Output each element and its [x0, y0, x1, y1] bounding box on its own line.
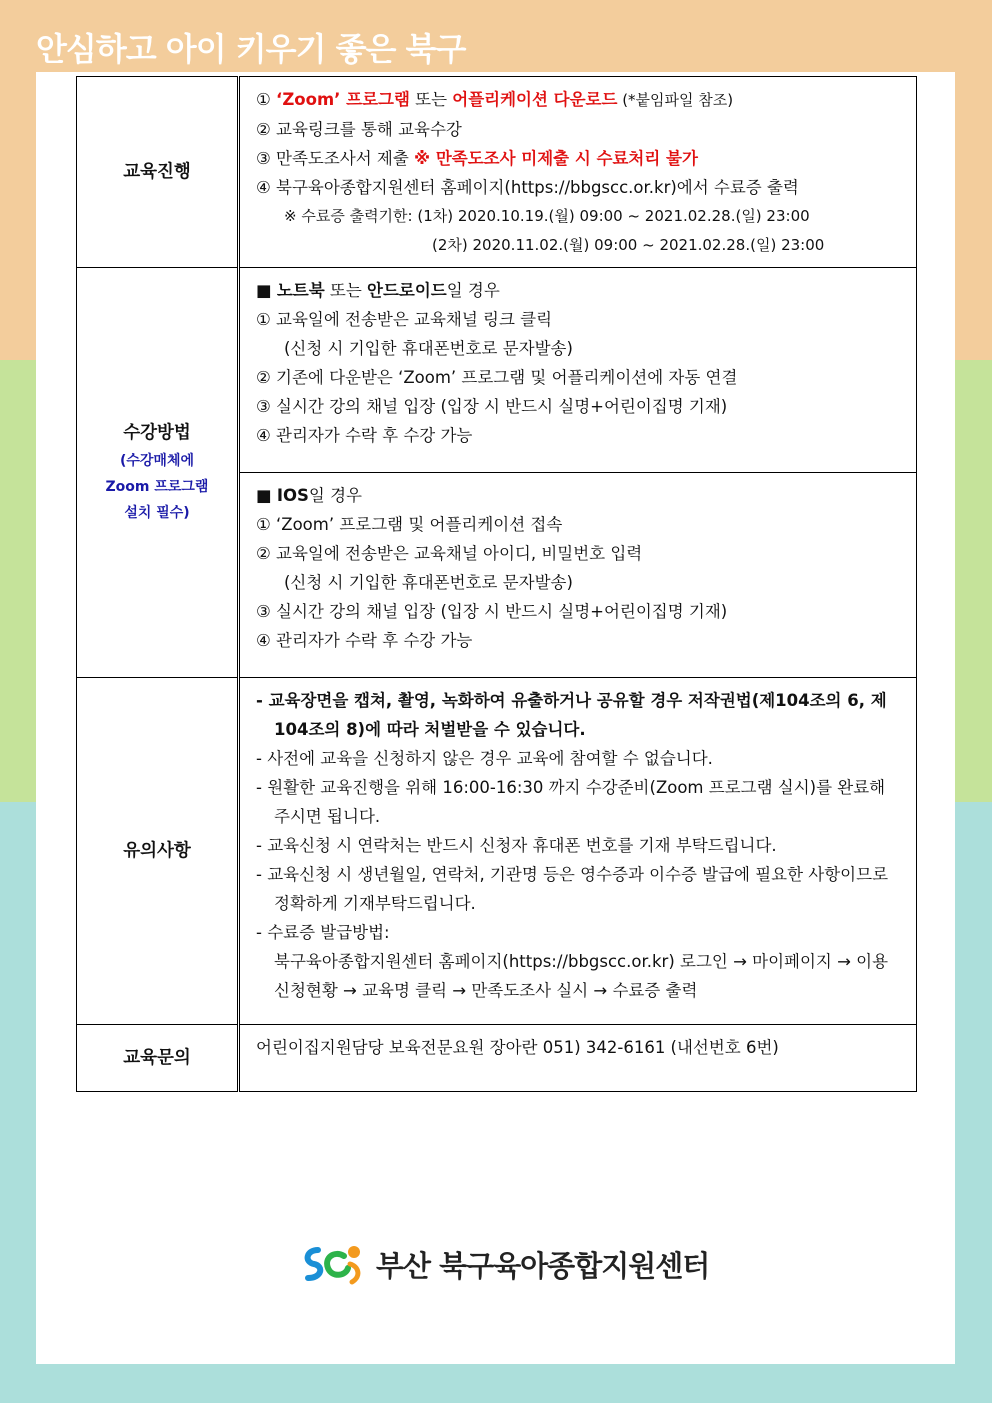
ios-step-2: ② 교육일에 전송받은 교육채널 아이디, 비밀번호 입력: [256, 544, 643, 563]
document-sheet: [36, 72, 955, 1364]
info-table: [76, 76, 917, 1092]
android-step-2: ② 기존에 다운받은 ‘Zoom’ 프로그램 및 어플리케이션에 자동 연결: [256, 368, 738, 387]
or-text: 또는: [324, 281, 368, 300]
progress-step-2: ② 교육링크를 통해 교육수강: [256, 120, 462, 139]
note-certificate: - 수료증 발급방법:: [256, 923, 390, 942]
table-row-notes: [77, 678, 917, 1025]
case-text: 일 경우: [308, 486, 362, 505]
note-registration: - 사전에 교육을 신청하지 않은 경우 교육에 참여할 수 없습니다.: [256, 749, 713, 768]
note-copyright: - 교육장면을 캡쳐, 촬영, 녹화하여 유출하거나 공유할 경우 저작권법(제104조의 6, 제104조의 8)에 따라 처벌받을 수 있습니다.: [256, 691, 887, 739]
note-certificate-steps: 북구육아종합지원센터 홈페이지(https://bbgscc.or.kr) 로그인 → 마이페이지 → 이용신청현황 → 교육명 클릭 → 만족도조사 실시 → 수료증 출력: [274, 952, 889, 1000]
label-notes: 유의사항: [77, 678, 239, 1025]
android-step-4: ④ 관리자가 수락 후 수강 가능: [256, 426, 473, 445]
table-row-contact: [77, 1025, 917, 1092]
ios-content: [239, 473, 917, 678]
label-contact: 교육문의: [77, 1025, 239, 1092]
ios-text: IOS: [276, 486, 309, 505]
note-personal-info: - 교육신청 시 생년월일, 연락처, 기관명 등은 영수증과 이수증 발급에 필요한 사항이므로 정확하게 기재부탁드립니다.: [256, 865, 889, 913]
contact-content: 어린이집지원담당 보육전문요원 장아란 051) 342-6161 (내선번호 6번): [239, 1025, 917, 1092]
ios-heading: [256, 481, 902, 510]
progress-content: [239, 77, 917, 268]
ios-step-2-note: (신청 시 기입한 휴대폰번호로 문자발송): [284, 573, 573, 592]
method-sub-1: (수강매체에: [119, 453, 195, 469]
android-text: 안드로이드: [367, 281, 447, 300]
app-download-text: 어플리케이션 다운로드: [452, 90, 618, 109]
ios-step-1: ① ‘Zoom’ 프로그램 및 어플리케이션 접속: [256, 515, 563, 534]
step-number: ①: [256, 90, 271, 109]
table-row-progress: [77, 77, 917, 268]
square-bullet: ■: [256, 486, 277, 505]
notes-content: [239, 678, 917, 1025]
center-name: 부산 북구육아종합지원센터: [376, 1248, 710, 1283]
note-preparation: - 원활한 교육진행을 위해 16:00-16:30 까지 수강준비(Zoom 프로그램 실시)를 완료해 주시면 됩니다.: [256, 778, 886, 826]
zoom-program-text: ‘Zoom’ 프로그램: [276, 90, 410, 109]
method-sub-2: Zoom 프로그램: [105, 479, 209, 495]
square-bullet: ■: [256, 281, 277, 300]
android-step-1-note: (신청 시 기입한 휴대폰번호로 문자발송): [284, 339, 573, 358]
method-sub-3: 설치 필수): [124, 505, 190, 521]
note-phone: - 교육신청 시 연락처는 반드시 신청자 휴대폰 번호를 기재 부탁드립니다.: [256, 836, 777, 855]
progress-step-4: ④ 북구육아종합지원센터 홈페이지(https://bbgscc.or.kr)에서 수료증 출력: [256, 178, 799, 197]
android-heading: [256, 276, 902, 305]
ios-step-4: ④ 관리자가 수락 후 수강 가능: [256, 631, 473, 650]
method-label-text: 수강방법: [123, 423, 191, 443]
center-logo-icon: [300, 1242, 368, 1286]
android-step-3: ③ 실시간 강의 채널 입장 (입장 시 반드시 실명+어린이집명 기재): [256, 397, 728, 416]
progress-step-1: [256, 85, 902, 115]
footer-logo: [300, 1242, 709, 1286]
laptop-text: 노트북: [276, 281, 325, 300]
android-step-1: ① 교육일에 전송받은 교육채널 링크 클릭: [256, 310, 553, 329]
android-content: [239, 268, 917, 473]
survey-text: ③ 만족도조사서 제출: [256, 149, 415, 168]
survey-warning: ※ 만족도조사 미제출 시 수료처리 불가: [414, 149, 698, 168]
page-banner: 안심하고 아이 키우기 좋은 북구: [36, 30, 466, 68]
certificate-deadline-1: ※ 수료증 출력기한: (1차) 2020.10.19.(월) 09:00 ~ 2021.02.28.(일) 23:00: [284, 207, 810, 225]
ios-step-3: ③ 실시간 강의 채널 입장 (입장 시 반드시 실명+어린이집명 기재): [256, 602, 728, 621]
label-progress: 교육진행: [77, 77, 239, 268]
progress-step-3: [256, 144, 902, 173]
case-text: 일 경우: [446, 281, 500, 300]
label-method: [77, 268, 239, 678]
certificate-deadline-2: (2차) 2020.11.02.(월) 09:00 ~ 2021.02.28.(일) 23:00: [432, 236, 825, 254]
table-row-method-android: [77, 268, 917, 473]
attachment-note: (*붙임파일 참조): [617, 91, 734, 109]
connector-text: 또는: [409, 90, 453, 109]
